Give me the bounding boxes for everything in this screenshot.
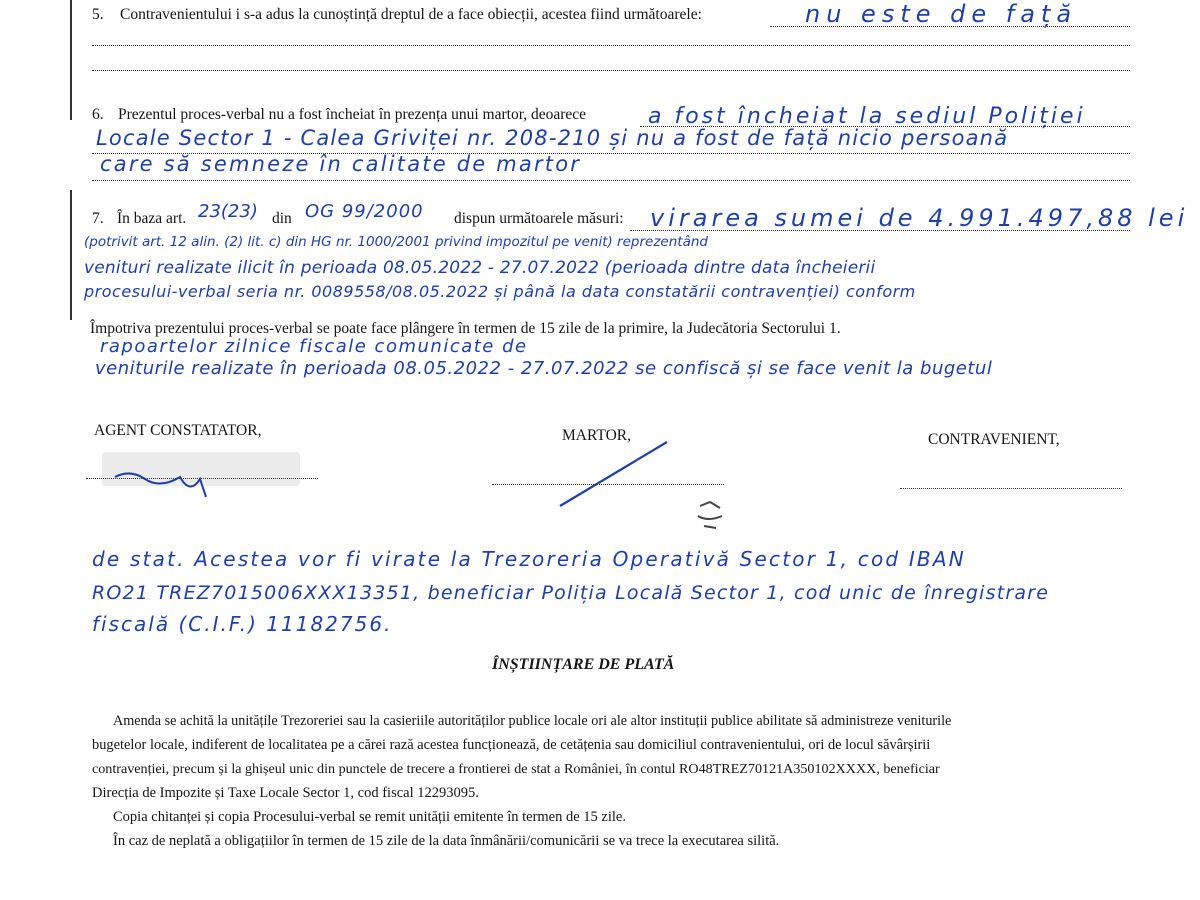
martor-label: MARTOR, xyxy=(562,427,631,444)
section7-handwritten-4: procesului-verbal seria nr. 0089558/08.05.2022 și până la data constatării contravenției) conform xyxy=(84,282,916,301)
agent-label: AGENT CONSTATATOR, xyxy=(94,422,262,439)
continuation-1: de stat. Acestea vor fi virate la Trezoreria Operativă Sector 1, cod IBAN xyxy=(92,547,966,571)
section6-handwritten-2: Locale Sector 1 - Calea Griviței nr. 208-210 și nu a fost de față nicio persoană xyxy=(96,126,1009,150)
section6-number: 6. xyxy=(92,106,104,123)
margin-mark xyxy=(70,190,80,320)
section5-handwritten: nu este de față xyxy=(805,0,1078,28)
section5-number: 5. xyxy=(92,6,104,23)
notice-para1-line3: contravenției, precum și la ghișeul unic din punctele de trecere a frontierei de stat a României, în contul RO48TREZ70121A350102XXXX, beneficiar xyxy=(92,761,940,777)
section6-handwritten-1: a fost încheiat la sediul Poliției xyxy=(648,104,1086,129)
continuation-2: RO21 TREZ7015006XXX13351, beneficiar Poliția Locală Sector 1, cod unic de înregistrare xyxy=(92,582,1050,604)
martor-strikethrough xyxy=(555,438,675,510)
martor-signature-line xyxy=(492,484,724,485)
notice-para3: În caz de neplată a obligațiilor în termen de 15 zile de la data înmânării/comunicării se va trece la executarea silită. xyxy=(113,833,780,849)
section7-date-value: OG 99/2000 xyxy=(305,201,424,222)
section7-handwritten-1: virarea sumei de 4.991.497,88 lei xyxy=(650,204,1189,232)
dotted-line xyxy=(92,70,1130,71)
contravenient-signature-line xyxy=(900,488,1122,489)
agent-signature-line xyxy=(86,478,318,479)
dotted-line xyxy=(92,45,1130,46)
contravenient-label: CONTRAVENIENT, xyxy=(928,431,1060,448)
section7-handwritten-5: rapoartelor zilnice fiscale comunicate de xyxy=(100,336,528,357)
section7-handwritten-2: (potrivit art. 12 alin. (2) lit. c) din HG nr. 1000/2001 privind impozitul pe venit) reprezentând xyxy=(84,234,708,250)
section6-handwritten-3: care să semneze în calitate de martor xyxy=(100,152,582,176)
notice-para1-line1: Amenda se achită la unitățile Trezoreriei sau la casieriile autorităților publice locale ori ale altor instituții publice abilitate să administreze veniturile xyxy=(113,713,952,729)
section7-handwritten-6: veniturile realizate în perioada 08.05.2022 - 27.07.2022 se confiscă și se face venit la bugetul xyxy=(95,358,993,379)
notice-title: ÎNȘTIINȚARE DE PLATĂ xyxy=(492,656,675,673)
stray-mark xyxy=(690,498,730,534)
notice-para1-line2: bugetelor locale, indiferent de localitatea pe a cărei rază acestea funcționează, de cetățenia sau domiciliul contravenientului, ori de locul săvârșirii xyxy=(92,737,931,753)
section6-text: Prezentul proces-verbal nu a fost încheiat în prezența unui martor, deoarece xyxy=(118,106,587,123)
dotted-line xyxy=(92,180,1130,181)
margin-mark xyxy=(70,0,80,120)
notice-para1-line4: Direcția de Impozite și Taxe Locale Sector 1, cod fiscal 12293095. xyxy=(92,785,479,801)
section7-number: 7. xyxy=(92,210,104,227)
section7-text-b: din xyxy=(272,210,292,227)
continuation-3: fiscală (C.I.F.) 11182756. xyxy=(92,612,393,636)
notice-para2: Copia chitanței și copia Procesului-verbal se remit unității emitente în termen de 15 zile. xyxy=(113,809,626,825)
section5-text: Contravenientului i s-a adus la cunoștință dreptul de a face obiecții, acestea fiind următoarele: xyxy=(120,6,702,23)
section7-handwritten-3: venituri realizate ilicit în perioada 08.05.2022 - 27.07.2022 (perioada dintre data încheierii xyxy=(84,258,876,278)
complaint-text: Împotriva prezentului proces-verbal se poate face plângere în termen de 15 zile de la primire, la Judecătoria Sectorului 1. xyxy=(90,320,841,337)
section7-text-a: În baza art. xyxy=(117,210,187,227)
section7-art-value: 23(23) xyxy=(198,201,258,222)
section7-text-c: dispun următoarele măsuri: xyxy=(454,210,624,227)
